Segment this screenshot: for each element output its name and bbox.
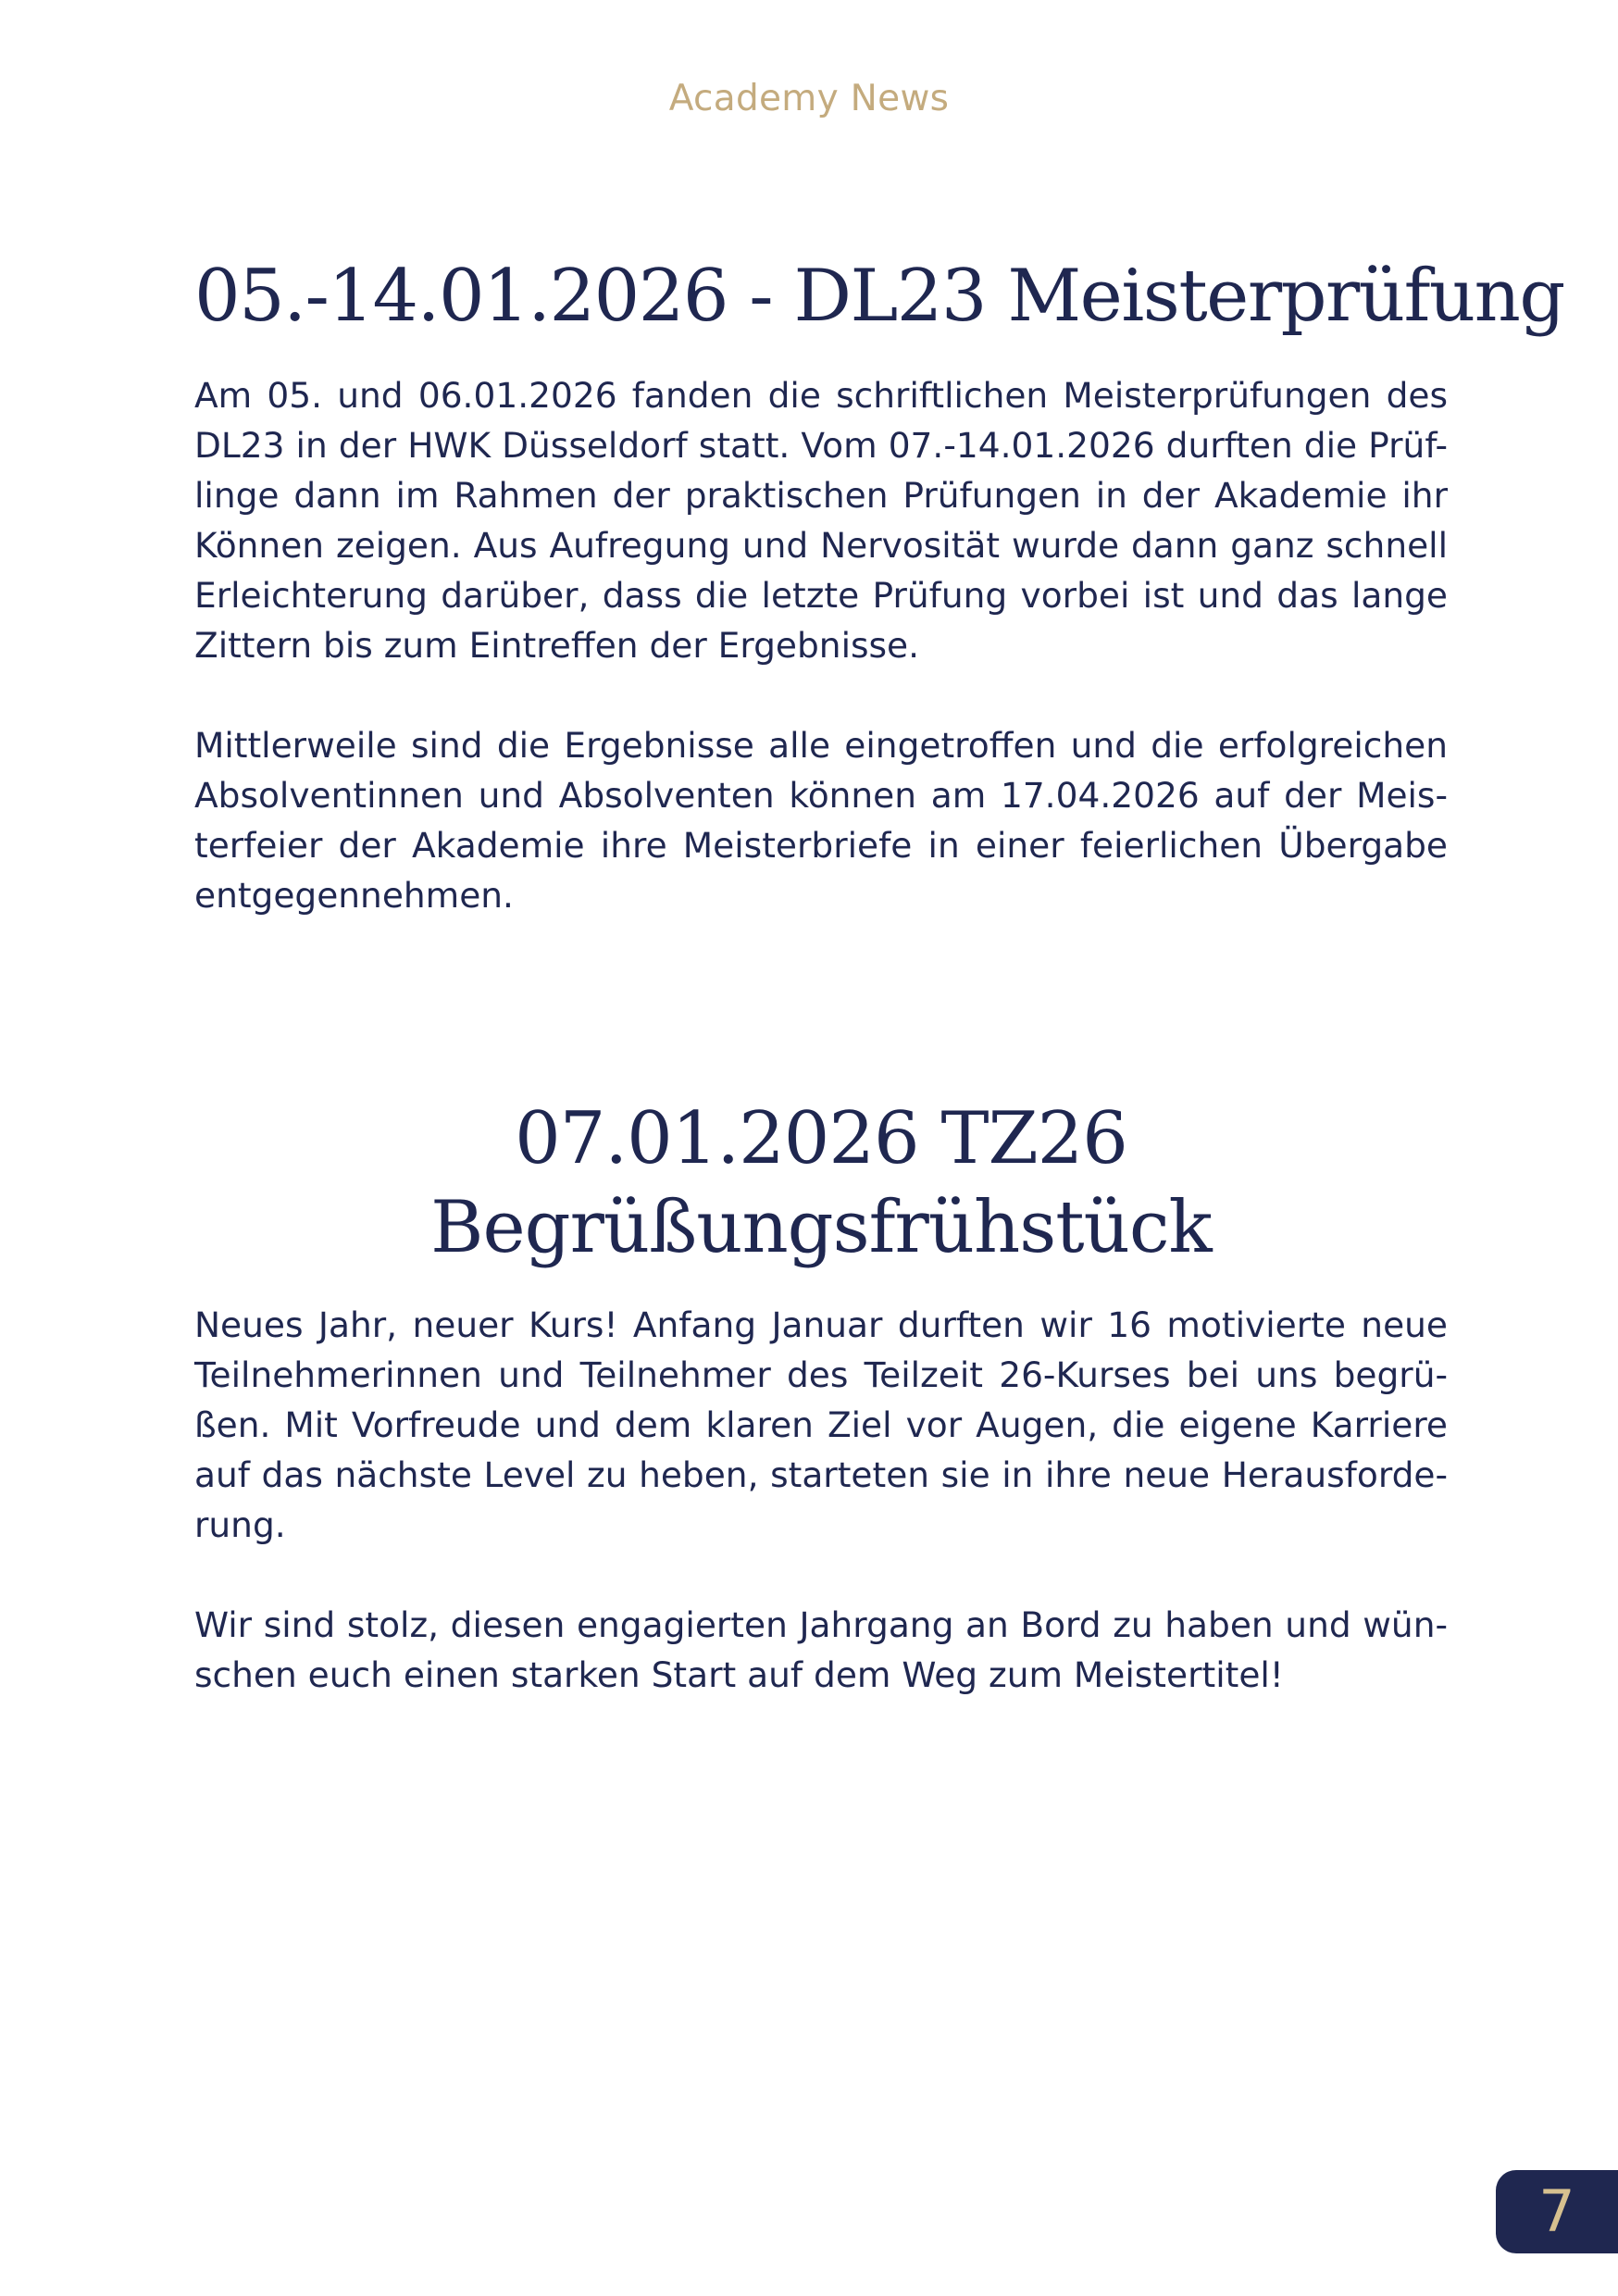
- article-dl23-meisterpruefung: [194, 252, 1564, 920]
- article-title-line: Begrüßungsfrühstück: [430, 1186, 1212, 1269]
- text-line: entgegennehmen.: [194, 875, 514, 916]
- article-title: [194, 1094, 1448, 1272]
- text-line: Absolventinnen und Absolventen können am 17.04.2026 auf der Meis-: [194, 775, 1448, 816]
- text-line: DL23 in der HWK Düsseldorf statt. Vom 07.-14.01.2026 durften die Prüf-: [194, 425, 1448, 466]
- text-line: Neues Jahr, neuer Kurs! Anfang Januar durften wir 16 motivierte neue: [194, 1304, 1448, 1345]
- article-paragraph: [194, 1600, 1448, 1700]
- text-line: Wir sind stolz, diesen engagierten Jahrgang an Bord zu haben und wün-: [194, 1604, 1448, 1645]
- text-line: ßen. Mit Vorfreude und dem klaren Ziel vor Augen, die eigene Karriere: [194, 1404, 1448, 1445]
- article-tz26-begruessungsfruehstueck: [194, 1094, 1448, 1700]
- article-title-line: 07.01.2026 TZ26: [515, 1097, 1127, 1180]
- text-line: schen euch einen starken Start auf dem Weg zum Meistertitel!: [194, 1654, 1284, 1695]
- text-line: linge dann im Rahmen der praktischen Prüfungen in der Akademie ihr: [194, 475, 1448, 516]
- article-paragraph: [194, 370, 1448, 670]
- text-line: Teilnehmerinnen und Teilnehmer des Teilzeit 26-Kurses bei uns begrü-: [194, 1354, 1448, 1395]
- article-title: [194, 252, 1564, 341]
- article-paragraph: [194, 1300, 1448, 1550]
- article-paragraph: [194, 720, 1448, 920]
- text-line: terfeier der Akademie ihre Meisterbriefe in einer feierlichen Übergabe: [194, 825, 1448, 866]
- text-line: Zittern bis zum Eintreffen der Ergebnisse.: [194, 625, 920, 666]
- text-line: Erleichterung darüber, dass die letzte Prüfung vorbei ist und das lange: [194, 575, 1448, 616]
- text-line: auf das nächste Level zu heben, starteten sie in ihre neue Herausforde-: [194, 1454, 1448, 1495]
- text-line: Können zeigen. Aus Aufregung und Nervosität wurde dann ganz schnell: [194, 525, 1448, 566]
- page-number-badge: 7: [1496, 2170, 1618, 2253]
- article-title-line: 05.-14.01.2026 - DL23 Meisterprüfung: [194, 255, 1564, 338]
- running-header: Academy News: [668, 78, 950, 119]
- text-line: rung.: [194, 1504, 286, 1545]
- text-line: Mittlerweile sind die Ergebnisse alle eingetroffen und die erfolgreichen: [194, 725, 1448, 766]
- text-line: Am 05. und 06.01.2026 fanden die schriftlichen Meisterprüfungen des: [194, 375, 1448, 416]
